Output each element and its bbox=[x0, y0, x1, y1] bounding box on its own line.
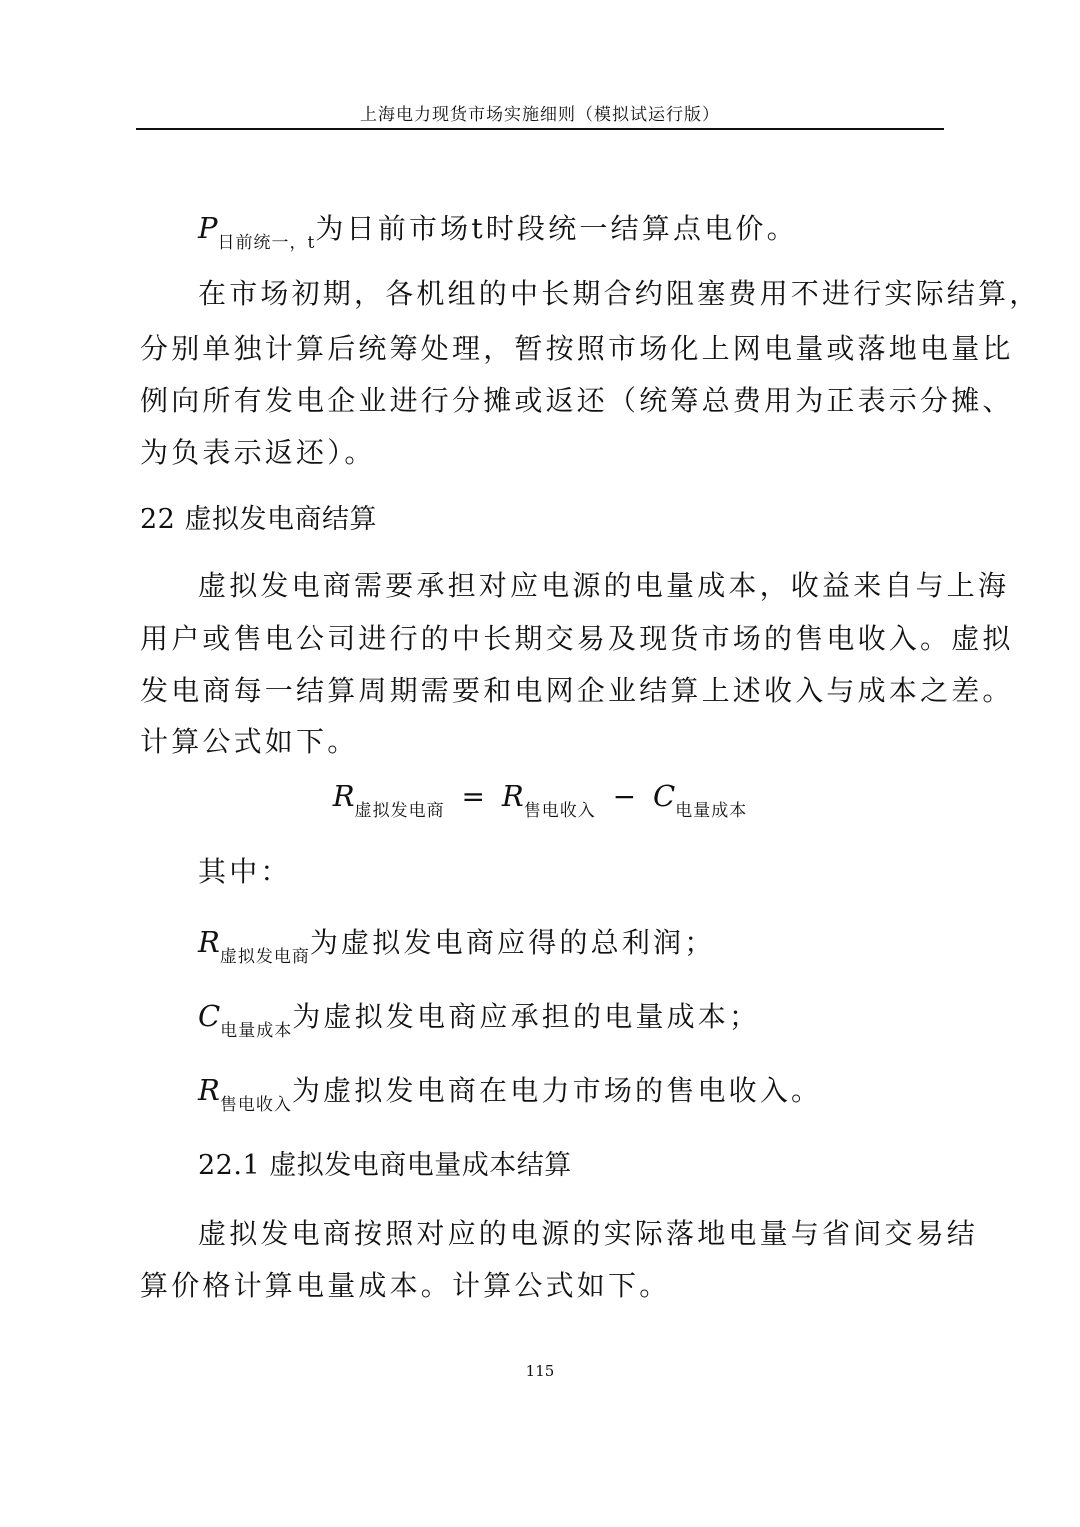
paragraph-line: 分别单独计算后统筹处理，暂按照市场化上网电量或落地电量比 bbox=[140, 332, 1014, 365]
price-definition bbox=[198, 208, 940, 253]
header-rule bbox=[136, 128, 944, 130]
running-header: 上海电力现货市场实施细则（模拟试运行版） bbox=[360, 105, 720, 125]
section-heading: 22 虚拟发电商结算 bbox=[140, 504, 377, 535]
definition-subscript: 售电收入 bbox=[219, 1095, 292, 1115]
definition-subscript: 电量成本 bbox=[220, 1021, 293, 1041]
profit-formula bbox=[0, 776, 1080, 821]
definition-item bbox=[198, 1070, 940, 1115]
paragraph-line: 在市场初期，各机组的中长期合约阻塞费用不进行实际结算， bbox=[198, 277, 1041, 310]
definition-text: 为虚拟发电商应得的总利润； bbox=[309, 926, 716, 959]
definition-item bbox=[198, 996, 940, 1041]
definition-symbol: C bbox=[198, 999, 221, 1033]
paragraph-line: 虚拟发电商需要承担对应电源的电量成本，收益来自与上海 bbox=[198, 569, 1010, 602]
paragraph-line: 计算公式如下。 bbox=[140, 725, 359, 758]
definition-symbol: R bbox=[198, 925, 220, 959]
price-definition-text: 为日前市场t时段统一结算点电价。 bbox=[315, 212, 798, 245]
formula-lhs-subscript: 虚拟发电商 bbox=[354, 801, 445, 821]
subsection-heading: 22.1 虚拟发电商电量成本结算 bbox=[198, 1150, 572, 1181]
paragraph-line: 例向所有发电企业进行分摊或返还（统筹总费用为正表示分摊、 bbox=[140, 384, 1014, 417]
paragraph-line: 用户或售电公司进行的中长期交易及现货市场的售电收入。虚拟 bbox=[140, 622, 1014, 655]
paragraph-line: 发电商每一结算周期需要和电网企业结算上述收入与成本之差。 bbox=[140, 674, 1014, 707]
definition-text: 为虚拟发电商在电力市场的售电收入。 bbox=[291, 1074, 823, 1107]
formula-lhs-symbol: R bbox=[332, 779, 355, 813]
formula-term1-subscript: 售电收入 bbox=[523, 801, 596, 821]
price-symbol: P bbox=[198, 211, 218, 245]
paragraph-line: 为负表示返还）。 bbox=[140, 436, 376, 469]
formula-minus: − bbox=[612, 780, 637, 813]
formula-term2-symbol: C bbox=[653, 779, 676, 813]
definition-symbol: R bbox=[198, 1073, 220, 1107]
formula-equals: = bbox=[461, 780, 485, 813]
price-subscript: 日前统一，t bbox=[217, 233, 316, 253]
paragraph-line: 虚拟发电商按照对应的电源的实际落地电量与省间交易结 bbox=[198, 1217, 979, 1250]
where-label: 其中： bbox=[198, 855, 292, 888]
definition-subscript: 虚拟发电商 bbox=[219, 947, 310, 967]
definition-text: 为虚拟发电商应承担的电量成本； bbox=[292, 1000, 761, 1033]
formula-term2-subscript: 电量成本 bbox=[675, 801, 748, 821]
definition-item bbox=[198, 922, 940, 967]
page-number: 115 bbox=[525, 1362, 555, 1380]
paragraph-line: 算价格计算电量成本。计算公式如下。 bbox=[140, 1269, 671, 1302]
formula-term1-symbol: R bbox=[501, 779, 524, 813]
